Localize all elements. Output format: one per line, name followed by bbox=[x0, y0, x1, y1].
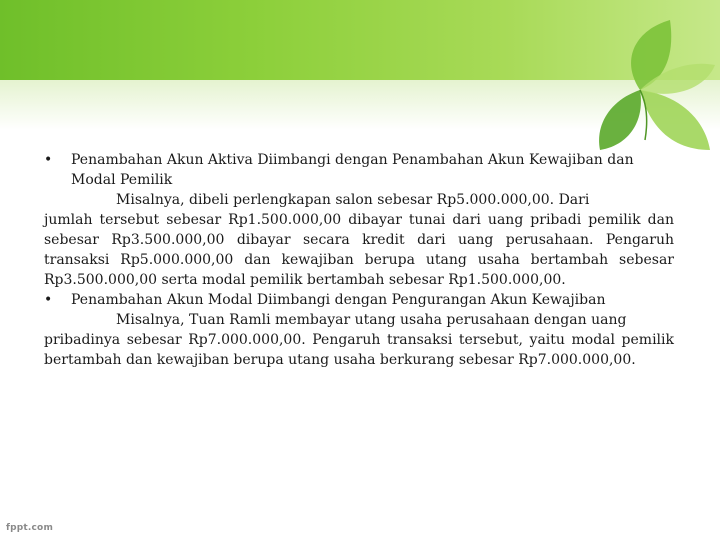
footer-logo: fppt.com bbox=[6, 523, 54, 533]
paragraph-2-rest: pribadinya sebesar Rp7.000.000,00. Pengaruh transaksi tersebut, yaitu modal pemilik bertambah dan kewajiban berupa utang usaha berkurang sebesar Rp7.000.000,00. bbox=[44, 332, 674, 368]
paragraph-2-lead: Misalnya, Tuan Ramli membayar utang usaha perusahaan dengan uang bbox=[116, 312, 627, 328]
bullet-heading-2: Penambahan Akun Modal Diimbangi dengan Pengurangan Akun Kewajiban bbox=[71, 292, 606, 308]
bullet-marker: • bbox=[44, 152, 53, 168]
bullet-heading-1: Penambahan Akun Aktiva Diimbangi dengan Penambahan Akun Kewajiban dan Modal Pemilik bbox=[71, 152, 634, 188]
leaves-decoration-icon bbox=[540, 0, 720, 160]
paragraph-1-rest: jumlah tersebut sebesar Rp1.500.000,00 dibayar tunai dari uang pribadi pemilik dan sebesar Rp3.500.000,00 dibayar secara kredit dari uang perusahaan. Pengaruh transaksi Rp5.000.000,00 dan kewajiban berupa utang usaha bertambah sebesar Rp3.500.000,00 serta modal pemilik bertambah sebesar Rp1.500.000,00. bbox=[44, 212, 674, 288]
paragraph-1-lead: Misalnya, dibeli perlengkapan salon sebesar Rp5.000.000,00. Dari bbox=[116, 192, 590, 208]
bullet-item-1 bbox=[44, 150, 674, 190]
slide-content bbox=[44, 150, 674, 370]
bullet-item-2 bbox=[44, 290, 674, 310]
bullet-marker: • bbox=[44, 292, 53, 308]
